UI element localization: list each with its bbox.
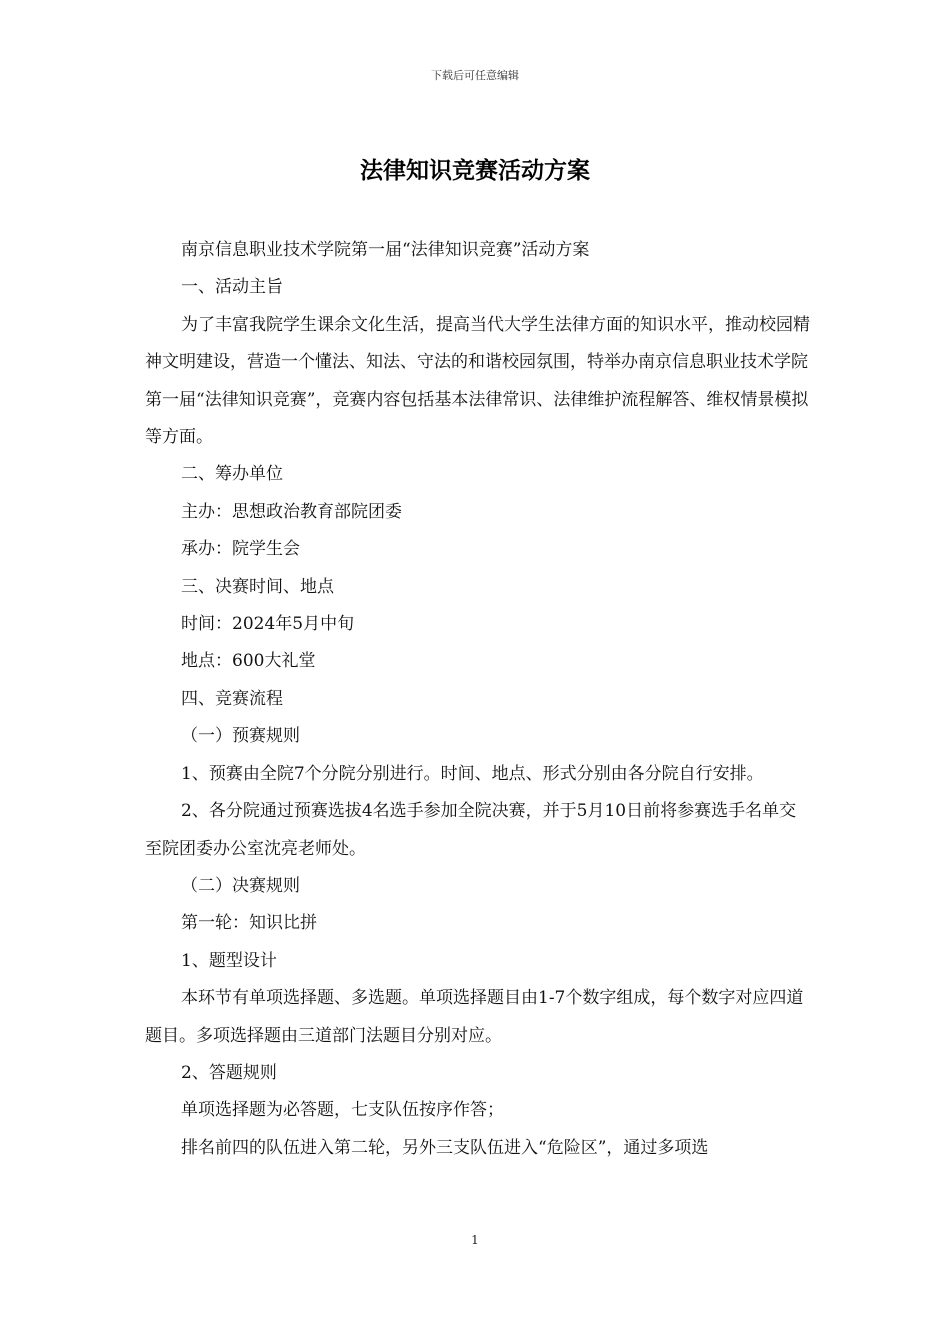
- paragraph-question-design-heading: 1、题型设计: [181, 950, 277, 971]
- paragraph-purpose: 为了丰富我院学生课余文化生活，提高当代大学生法律方面的知识水平，推动校园精神文明建设，营造一个懂法、知法、守法的和谐校园氛围，特举办南京信息职业技术学院第一届“法律知识竞赛”，竞赛内容包括基本法律常识、法律维护流程解答、维权情景模拟等方面。: [145, 314, 810, 448]
- paragraph-prelim-heading: （一）预赛规则: [181, 726, 300, 747]
- paragraph-answer-rule-2: 排名前四的队伍进入第二轮，另外三支队伍进入“危险区”，通过多项选: [181, 1137, 709, 1158]
- paragraph-section-3-heading: 三、决赛时间、地点: [181, 576, 334, 597]
- paragraph-answer-rule-1: 单项选择题为必答题，七支队伍按序作答；: [181, 1100, 504, 1121]
- paragraph-host: 主办：思想政治教育部院团委: [181, 501, 402, 522]
- paragraph-answer-rules-heading: 2、答题规则: [181, 1062, 277, 1083]
- paragraph-section-4-heading: 四、竞赛流程: [181, 688, 283, 709]
- page-number: 1: [471, 1233, 479, 1247]
- document-body: [145, 232, 813, 1167]
- paragraph-time: 时间：2024年5月中旬: [181, 614, 355, 635]
- page-header-note: 下载后可任意编辑: [431, 69, 519, 82]
- paragraph-final-heading: （二）决赛规则: [181, 875, 300, 896]
- paragraph-section-2-heading: 二、筹办单位: [181, 464, 283, 485]
- paragraph-section-1-heading: 一、活动主旨: [181, 277, 283, 298]
- paragraph-subtitle: 南京信息职业技术学院第一届“法律知识竞赛”活动方案: [181, 240, 590, 260]
- paragraph-prelim-rule-2: 2、各分院通过预赛选拔4名选手参加全院决赛，并于5月10日前将参赛选手名单交至院团委办公室沈亮老师处。: [145, 801, 797, 859]
- paragraph-prelim-rule-1: 1、预赛由全院7个分院分别进行。时间、地点、形式分别由各分院自行安排。: [181, 763, 764, 784]
- paragraph-organizer: 承办：院学生会: [181, 539, 300, 560]
- document-title: 法律知识竞赛活动方案: [360, 157, 590, 184]
- paragraph-round-1: 第一轮：知识比拼: [181, 913, 317, 934]
- paragraph-question-design: 本环节有单项选择题、多选题。单项选择题目由1-7个数字组成，每个数字对应四道题目。多项选择题由三道部门法题目分别对应。: [145, 988, 804, 1046]
- paragraph-location: 地点：600大礼堂: [181, 651, 316, 672]
